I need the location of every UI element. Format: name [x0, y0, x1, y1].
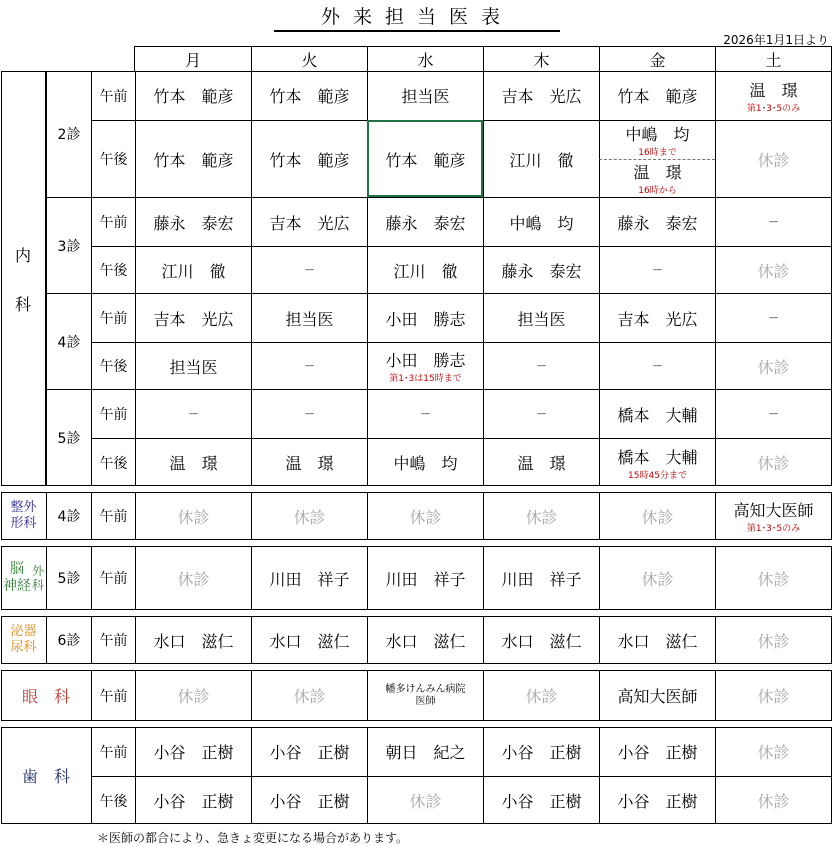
am-cell[interactable] — [251, 71, 367, 120]
am-cell[interactable] — [135, 389, 251, 438]
am-cell[interactable] — [367, 492, 483, 540]
am-cell[interactable] — [483, 546, 599, 610]
doctor-name: 休診 — [757, 631, 790, 651]
room-label: 3診 — [57, 238, 81, 255]
schedule-note: 16時から — [638, 186, 677, 197]
am-cell[interactable] — [599, 293, 715, 342]
dept-label-part: 神経 — [2, 578, 31, 594]
pm-cell[interactable] — [599, 342, 715, 389]
dept-internal-label-2: 科 — [14, 294, 31, 314]
doctor-name: 水口 滋仁 — [385, 631, 466, 651]
am-cell[interactable] — [599, 616, 715, 664]
am-label[interactable] — [91, 546, 135, 610]
am-cell[interactable] — [483, 670, 599, 721]
am-cell[interactable] — [251, 670, 367, 721]
am-label-text: 午前 — [99, 509, 128, 525]
doctor-name: 休診 — [525, 687, 558, 706]
am-cell[interactable] — [715, 71, 831, 120]
doctor-name: 休診 — [757, 454, 790, 473]
schedule-note: 第1･3は15時まで — [389, 374, 462, 384]
pm-cell[interactable] — [715, 776, 831, 824]
am-cell[interactable] — [599, 389, 715, 438]
am-label[interactable] — [91, 389, 135, 438]
am-label-text: 午前 — [99, 571, 128, 587]
doctor-name: 中嶋 均 — [625, 124, 690, 144]
am-cell[interactable] — [135, 670, 251, 721]
room-cell[interactable] — [46, 389, 91, 486]
am-label[interactable] — [91, 293, 135, 342]
doctor-name: 休診 — [409, 792, 442, 811]
day-label: 水 — [417, 50, 434, 70]
room-label: 6診 — [57, 633, 81, 649]
am-cell[interactable] — [251, 197, 367, 246]
doctor-name: 江川 徹 — [161, 261, 226, 281]
room-cell[interactable] — [46, 71, 91, 197]
doctor-name: − — [303, 262, 316, 278]
doctor-name: 休診 — [757, 687, 790, 706]
am-cell[interactable] — [599, 197, 715, 246]
pm-label[interactable] — [91, 120, 135, 197]
am-cell[interactable] — [367, 727, 483, 776]
am-label[interactable] — [91, 71, 135, 120]
am-label-text: 午前 — [99, 311, 128, 327]
am-cell[interactable] — [599, 546, 715, 610]
doctor-name: 小谷 正樹 — [153, 792, 234, 811]
doctor-name: 水口 滋仁 — [269, 631, 350, 651]
eye-doctor-line: 医師 — [415, 695, 436, 707]
dept-label-part: 形科 — [10, 516, 37, 531]
am-cell[interactable] — [715, 389, 831, 438]
doctor-name: 休診 — [409, 507, 442, 527]
dept-ortho[interactable] — [1, 492, 46, 540]
doctor-name: 休診 — [293, 507, 326, 527]
am-cell[interactable] — [367, 670, 483, 721]
doctor-name: − — [767, 310, 780, 326]
effective-date: 2026年1月1日より — [723, 33, 829, 47]
room-label: 4診 — [57, 509, 81, 525]
doctor-name: 休診 — [757, 569, 790, 589]
doctor-name: 竹本 範彦 — [617, 87, 698, 106]
doctor-name: 休診 — [757, 150, 790, 170]
doctor-name: 江川 徹 — [393, 261, 458, 281]
day-label: 月 — [184, 50, 201, 70]
pm-cell[interactable] — [715, 120, 831, 197]
doctor-name: 水口 滋仁 — [617, 631, 698, 651]
dept-dental[interactable] — [1, 727, 91, 824]
doctor-name: 水口 滋仁 — [153, 631, 234, 651]
pm-cell[interactable] — [483, 438, 599, 486]
doctor-name: 竹本 範彦 — [153, 87, 234, 106]
am-cell[interactable] — [483, 197, 599, 246]
doctor-name: 休診 — [177, 687, 210, 706]
doctor-name: 藤永 泰宏 — [501, 261, 582, 281]
pm-cell[interactable] — [483, 776, 599, 824]
pm-cell-split-bottom[interactable] — [599, 159, 715, 198]
am-label[interactable] — [91, 670, 135, 721]
pm-cell[interactable] — [483, 120, 599, 197]
pm-cell[interactable] — [251, 342, 367, 389]
dept-label-part: 泌器 — [10, 624, 37, 639]
doctor-name: 小田 勝志 — [385, 351, 466, 370]
am-cell[interactable] — [715, 197, 831, 246]
pm-cell[interactable] — [135, 776, 251, 824]
doctor-name: 小谷 正樹 — [617, 743, 698, 762]
pm-cell[interactable] — [367, 246, 483, 293]
doctor-name: 休診 — [293, 687, 326, 706]
doctor-name: 休診 — [757, 743, 790, 762]
pm-cell-split-top[interactable] — [599, 120, 715, 159]
am-cell[interactable] — [367, 293, 483, 342]
doctor-name: 温 璟 — [285, 454, 334, 473]
schedule-note: 15時45分まで — [628, 470, 687, 481]
am-cell[interactable] — [367, 616, 483, 664]
dept-label-part: 外 — [31, 564, 44, 578]
doctor-name: 担当医 — [285, 309, 334, 329]
pm-cell[interactable] — [251, 438, 367, 486]
pm-cell[interactable] — [599, 438, 715, 486]
day-header[interactable] — [135, 46, 251, 72]
doctor-name: 小谷 正樹 — [501, 743, 582, 762]
doctor-name: 小谷 正樹 — [269, 743, 350, 762]
pm-cell[interactable] — [135, 120, 251, 197]
doctor-name: 担当医 — [517, 309, 566, 329]
doctor-name: 吉本 光広 — [269, 213, 350, 233]
am-cell[interactable] — [251, 727, 367, 776]
day-label: 木 — [533, 50, 550, 70]
doctor-name: 温 璟 — [749, 80, 798, 100]
am-cell[interactable] — [715, 492, 831, 540]
pm-cell[interactable] — [483, 342, 599, 389]
dept-label: 歯 科 — [21, 767, 70, 786]
am-cell[interactable] — [715, 727, 831, 776]
doctor-name: − — [535, 358, 548, 374]
am-label-text: 午前 — [99, 215, 128, 231]
pm-cell[interactable] — [599, 776, 715, 824]
room-cell[interactable] — [46, 546, 91, 610]
am-cell[interactable] — [483, 727, 599, 776]
pm-cell[interactable] — [251, 120, 367, 197]
doctor-name: 中嶋 均 — [509, 213, 574, 233]
doctor-name: 休診 — [641, 569, 674, 589]
am-label-text: 午前 — [99, 688, 128, 705]
am-cell[interactable] — [599, 71, 715, 120]
doctor-name: 休診 — [177, 569, 210, 589]
am-label-text: 午前 — [99, 633, 128, 649]
pm-cell[interactable] — [599, 246, 715, 293]
doctor-name: 吉本 光広 — [617, 309, 698, 329]
doctor-name: − — [767, 214, 780, 230]
doctor-name: 川田 祥子 — [385, 569, 466, 589]
doctor-name: − — [535, 406, 548, 422]
schedule-note: 16時まで — [638, 147, 677, 158]
room-label: 5診 — [57, 431, 81, 447]
doctor-name: 藤永 泰宏 — [153, 213, 234, 233]
pm-label[interactable] — [91, 438, 135, 486]
am-cell[interactable] — [251, 492, 367, 540]
am-cell[interactable] — [251, 616, 367, 664]
pm-label-text: 午後 — [99, 455, 128, 472]
am-cell[interactable] — [135, 293, 251, 342]
doctor-name: 小田 勝志 — [385, 309, 466, 329]
pm-cell[interactable] — [367, 776, 483, 824]
doctor-name: 小谷 正樹 — [501, 792, 582, 811]
am-label[interactable] — [91, 197, 135, 246]
am-label-text: 午前 — [99, 407, 128, 423]
am-cell[interactable] — [251, 389, 367, 438]
am-cell[interactable] — [135, 546, 251, 610]
day-header[interactable] — [715, 46, 831, 72]
am-label[interactable] — [91, 492, 135, 540]
doctor-name: 休診 — [525, 507, 558, 527]
doctor-name: − — [303, 358, 316, 374]
am-cell[interactable] — [135, 492, 251, 540]
footer-note: ＊医師の都合により、急きょ変更になる場合があります。 — [97, 831, 409, 845]
pm-cell[interactable] — [135, 438, 251, 486]
pm-cell[interactable] — [135, 246, 251, 293]
doctor-name: 竹本 範彦 — [269, 87, 350, 106]
eye-doctor-line: 幡多けんみん病院 — [385, 683, 466, 695]
pm-cell[interactable] — [367, 120, 483, 197]
am-cell[interactable] — [483, 389, 599, 438]
am-cell[interactable] — [135, 616, 251, 664]
doctor-name: 小谷 正樹 — [269, 792, 350, 811]
am-label-text: 午前 — [99, 744, 128, 761]
pm-cell[interactable] — [715, 342, 831, 389]
pm-label-text: 午後 — [99, 152, 128, 168]
doctor-name: 藤永 泰宏 — [385, 213, 466, 233]
doctor-name: − — [767, 406, 780, 422]
dept-label: 眼 科 — [21, 687, 70, 706]
am-cell[interactable] — [599, 670, 715, 721]
pm-cell[interactable] — [251, 776, 367, 824]
room-cell[interactable] — [46, 616, 91, 664]
am-cell[interactable] — [483, 71, 599, 120]
doctor-name: 橋本 大輔 — [617, 447, 698, 467]
doctor-name: 温 璟 — [517, 454, 566, 473]
doctor-name: 竹本 範彦 — [153, 150, 234, 170]
dept-uro[interactable] — [1, 616, 46, 664]
am-cell[interactable] — [135, 197, 251, 246]
am-cell[interactable] — [251, 293, 367, 342]
room-label: 5診 — [57, 571, 81, 587]
am-cell[interactable] — [483, 293, 599, 342]
am-label[interactable] — [91, 727, 135, 776]
pm-label-text: 午後 — [99, 359, 128, 375]
doctor-name: 水口 滋仁 — [501, 631, 582, 651]
dept-internal-label-1: 内 — [14, 245, 31, 265]
doctor-name: 休診 — [757, 792, 790, 811]
day-label: 土 — [765, 50, 782, 70]
doctor-name: − — [303, 406, 316, 422]
dept-label-part: 整外 — [10, 500, 37, 515]
am-cell[interactable] — [135, 71, 251, 120]
schedule-note: 第1･3･5のみ — [746, 103, 801, 114]
doctor-name: 担当医 — [401, 87, 450, 106]
room-label: 4診 — [57, 334, 81, 351]
doctor-name: 休診 — [177, 507, 210, 527]
doctor-name: 高知大医師 — [617, 687, 698, 706]
doctor-name: 吉本 光広 — [501, 87, 582, 106]
doctor-name: 中嶋 均 — [393, 454, 458, 473]
pm-cell[interactable] — [135, 342, 251, 389]
room-label: 2診 — [57, 127, 81, 143]
day-header[interactable] — [367, 46, 483, 72]
day-label: 火 — [301, 50, 318, 70]
am-cell[interactable] — [367, 546, 483, 610]
day-label: 金 — [649, 50, 666, 70]
pm-label[interactable] — [91, 342, 135, 389]
doctor-name: 小谷 正樹 — [617, 792, 698, 811]
pm-label-text: 午後 — [99, 793, 128, 810]
doctor-name: 休診 — [641, 507, 674, 527]
am-cell[interactable] — [715, 670, 831, 721]
doctor-name: 竹本 範彦 — [385, 150, 466, 170]
am-cell[interactable] — [135, 727, 251, 776]
am-cell[interactable] — [715, 546, 831, 610]
page-title: 外来担当医表 — [274, 4, 560, 32]
dept-internal[interactable] — [1, 71, 46, 486]
doctor-name: 江川 徹 — [509, 150, 574, 170]
day-header[interactable] — [483, 46, 599, 72]
doctor-name: 吉本 光広 — [153, 309, 234, 329]
am-cell[interactable] — [715, 293, 831, 342]
room-cell[interactable] — [46, 197, 91, 293]
am-label[interactable] — [91, 616, 135, 664]
pm-cell[interactable] — [367, 342, 483, 389]
am-cell[interactable] — [599, 492, 715, 540]
am-cell[interactable] — [483, 492, 599, 540]
doctor-name: 休診 — [757, 261, 790, 281]
doctor-name: 川田 祥子 — [501, 569, 582, 589]
am-label-text: 午前 — [99, 88, 128, 105]
doctor-name: 休診 — [757, 357, 790, 377]
dept-label-part: 科 — [31, 578, 44, 592]
doctor-name: 朝日 紀之 — [385, 743, 466, 762]
pm-label[interactable] — [91, 776, 135, 824]
am-cell[interactable] — [367, 197, 483, 246]
am-cell[interactable] — [251, 546, 367, 610]
dept-neuro-label — [3, 561, 44, 595]
pm-label-text: 午後 — [99, 263, 128, 279]
doctor-name: 川田 祥子 — [269, 569, 350, 589]
pm-cell[interactable] — [251, 246, 367, 293]
am-cell[interactable] — [599, 727, 715, 776]
pm-cell[interactable] — [367, 438, 483, 486]
pm-cell[interactable] — [483, 246, 599, 293]
pm-label[interactable] — [91, 246, 135, 293]
room-cell[interactable] — [46, 492, 91, 540]
doctor-name: − — [419, 406, 432, 422]
dept-eye[interactable] — [1, 670, 91, 721]
doctor-name: 温 璟 — [169, 454, 218, 473]
day-header[interactable] — [599, 46, 715, 72]
dept-neuro[interactable] — [1, 546, 46, 610]
doctor-name: 藤永 泰宏 — [617, 213, 698, 233]
doctor-name: 高知大医師 — [733, 501, 814, 520]
dept-neuro-left — [3, 561, 31, 595]
day-header[interactable] — [251, 46, 367, 72]
am-cell[interactable] — [367, 71, 483, 120]
doctor-name: 担当医 — [169, 357, 218, 377]
doctor-name: 橋本 大輔 — [617, 405, 698, 425]
am-cell[interactable] — [367, 389, 483, 438]
doctor-name: − — [651, 262, 664, 278]
doctor-name: 温 璟 — [633, 163, 682, 183]
am-cell[interactable] — [483, 616, 599, 664]
dept-neuro-right — [32, 564, 44, 592]
doctor-name: 小谷 正樹 — [153, 743, 234, 762]
doctor-name: − — [651, 358, 664, 374]
doctor-name: − — [187, 406, 200, 422]
schedule-note: 第1･3･5のみ — [746, 524, 801, 534]
pm-cell[interactable] — [715, 246, 831, 293]
dept-label-part: 脳 — [9, 561, 24, 577]
am-cell[interactable] — [715, 616, 831, 664]
pm-cell[interactable] — [715, 438, 831, 486]
room-cell[interactable] — [46, 293, 91, 389]
doctor-name: 竹本 範彦 — [269, 150, 350, 170]
dept-label-part: 尿科 — [10, 640, 37, 655]
